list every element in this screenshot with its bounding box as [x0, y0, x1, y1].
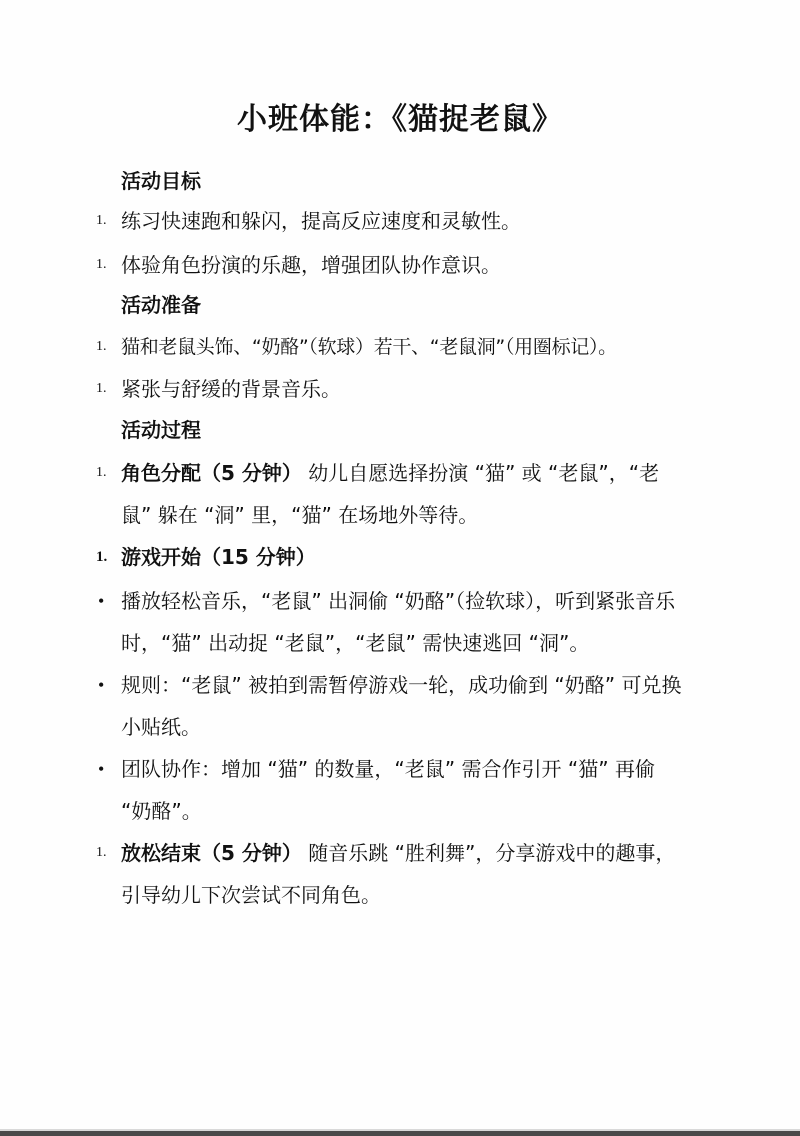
list-item	[96, 368, 696, 410]
bullet-item	[96, 664, 686, 748]
list-item	[96, 244, 696, 286]
bullet-icon: •	[98, 591, 105, 611]
bullet-item	[96, 748, 686, 832]
section-heading-goals: 活动目标	[121, 169, 201, 193]
bullet-item	[96, 580, 686, 664]
list-item-text	[121, 536, 696, 578]
bullet-item-text: 播放轻松音乐，“老鼠” 出洞偷 “奶酪”（捡软球），听到紧张音乐时，“猫” 出动捉 “老鼠”，“老鼠” 需快速逃回 “洞”。	[121, 589, 676, 655]
list-number: 1.	[96, 339, 107, 354]
section-heading-preparation: 活动准备	[121, 293, 201, 317]
list-number: 1.	[96, 381, 107, 396]
list-item	[96, 832, 686, 916]
list-item	[96, 452, 686, 536]
list-item	[96, 326, 716, 368]
bullet-icon: •	[98, 675, 105, 695]
step-title-game-start: 游戏开始（15 分钟）	[121, 545, 316, 569]
bottom-edge-bar	[0, 1129, 800, 1136]
list-number: 1.	[96, 213, 107, 228]
list-item-text: 体验角色扮演的乐趣，增强团队协作意识。	[121, 253, 501, 277]
list-item	[96, 536, 696, 578]
list-item-text	[121, 452, 686, 536]
step-description: 幼儿自愿选择扮演 “猫” 或 “老鼠”，“老鼠” 躲在 “洞” 里，“猫” 在场地外等待。	[121, 461, 660, 527]
section-heading-process: 活动过程	[121, 418, 201, 442]
list-item	[96, 200, 696, 242]
list-number: 1.	[96, 549, 108, 565]
bullet-icon: •	[98, 759, 105, 779]
step-description: 随音乐跳 “胜利舞”，分享游戏中的趣事，引导幼儿下次尝试不同角色。	[121, 841, 676, 907]
list-item-text: 紧张与舒缓的背景音乐。	[121, 377, 341, 401]
bullet-item-text: 团队协作：增加 “猫” 的数量，“老鼠” 需合作引开 “猫” 再偷 “奶酪”。	[121, 757, 655, 823]
list-item-text	[121, 832, 686, 916]
bullet-item-text: 规则：“老鼠” 被拍到需暂停游戏一轮，成功偷到 “奶酪” 可兑换小贴纸。	[121, 673, 682, 739]
step-title-cool-down: 放松结束（5 分钟）	[121, 841, 302, 865]
document-title: 小班体能：《猫捉老鼠》	[237, 102, 563, 137]
step-title-role-assignment: 角色分配（5 分钟）	[121, 461, 302, 485]
list-item-text: 猫和老鼠头饰、“奶酪”（软球）若干、“老鼠洞”（用圈标记）。	[121, 336, 617, 358]
list-item-text: 练习快速跑和躲闪，提高反应速度和灵敏性。	[121, 209, 521, 233]
list-number: 1.	[96, 845, 107, 860]
list-number: 1.	[96, 465, 107, 480]
list-number: 1.	[96, 257, 107, 272]
